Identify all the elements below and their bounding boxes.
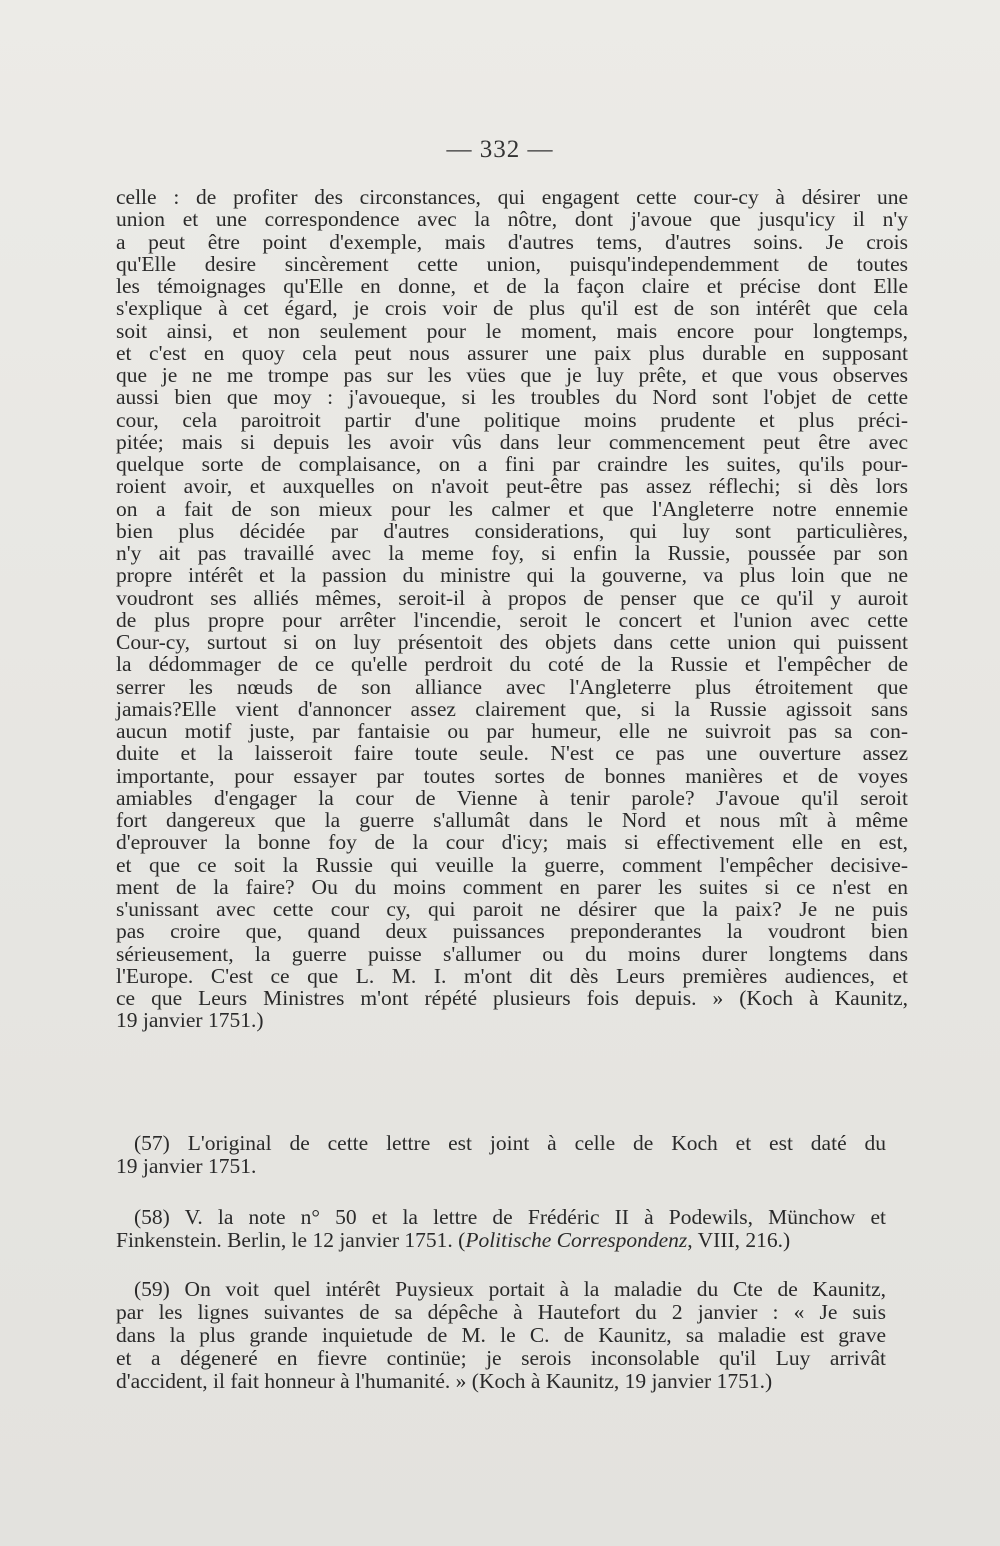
text-line: Cour-cy, surtout si on luy présentoit des objets dans cette union qui puissent	[116, 630, 908, 654]
footnote-58	[116, 1206, 886, 1252]
text-line: duite et la laisseroit faire toute seule. N'est ce pas une ouverture assez	[116, 741, 908, 766]
footnote-57-line: 19 janvier 1751.	[116, 1154, 257, 1178]
text-line: de plus propre pour arrêter l'incendie, seroit le concert et l'union avec cette	[116, 607, 908, 632]
text-line: s'explique à cet égard, je crois voir de plus qu'il est de son intérêt que cela	[116, 296, 908, 321]
page-number: — 332 —	[446, 136, 554, 163]
footnote-58-source-title: Politische Correspondenz	[465, 1228, 688, 1252]
footnote-57-line: (57) L'original de cette lettre est joint à celle de Koch et est daté du	[134, 1131, 886, 1155]
text-line: qu'Elle desire sincèrement cette union, puisqu'independemment de toutes	[116, 251, 908, 276]
text-line: roient avoir, et auxquelles on n'avoit peut-être pas assez réflechi; si dès lors	[116, 474, 908, 499]
text-line: 19 janvier 1751.)	[116, 1008, 264, 1033]
footnote-58-line	[116, 1229, 886, 1252]
main-text	[116, 186, 908, 1032]
text-line: soit ainsi, et non seulement pour le moment, mais encore pour longtemps,	[116, 318, 908, 343]
text-line: aucun motif juste, par fantaisie ou par humeur, elle ne suivroit pas sa con-	[116, 719, 908, 743]
text-line: jamais?Elle vient d'annoncer assez clairement que, si la Russie agissoit sans	[116, 696, 908, 721]
footnote-59-line: et a dégeneré en fievre continüe; je serois inconsolable qu'il Luy arrivât	[116, 1346, 886, 1370]
text-line: la dédommager de ce qu'elle perdroit du coté de la Russie et l'empêcher de	[116, 652, 908, 677]
text-line: fort dangereux que la guerre s'allumât dans le Nord et nous mît à même	[116, 808, 908, 832]
text-line: on a fait de son mieux pour les calmer et que l'Angleterre notre ennemie	[116, 496, 908, 521]
text-line: union et une correspondence avec la nôtre, dont j'avoue que jusqu'icy il n'y	[116, 207, 908, 232]
text-line: n'y ait pas travaillé avec la meme foy, si enfin la Russie, poussée par son	[116, 541, 908, 565]
text-line: d'eprouver la bonne foy de la cour d'icy; mais si effectivement elle en est,	[116, 830, 908, 855]
text-line: et c'est en quoy cela peut nous assurer une paix plus durable en supposant	[116, 340, 908, 365]
text-line: amiables d'engager la cour de Vienne à tenir parole? J'avoue qu'il seroit	[116, 785, 908, 810]
text-line: quelque sorte de complaisance, on a fini par craindre les suites, qu'ils pour-	[116, 452, 908, 476]
text-line: l'Europe. C'est ce que L. M. I. m'ont dit dès Leurs premières audiences, et	[116, 963, 908, 988]
footnote-59-line: d'accident, il fait honneur à l'humanité. » (Koch à Kaunitz, 19 janvier 1751.)	[116, 1369, 773, 1393]
footnote-58-line: (58) V. la note n° 50 et la lettre de Frédéric II à Podewils, Münchow et	[134, 1205, 886, 1229]
footnote-59-line: (59) On voit quel intérêt Puysieux portait à la maladie du Cte de Kaunitz,	[134, 1277, 886, 1301]
text-line: ment de la faire? Ou du moins comment en parer les suites si ce n'est en	[116, 874, 908, 899]
text-line: et que ce soit la Russie qui veuille la guerre, comment l'empêcher decisive-	[116, 852, 908, 877]
text-line: voudront ses alliés mêmes, seroit-il à propos de penser que ce qu'il y auroit	[116, 585, 908, 610]
footnote-58-text: , VIII, 216.)	[687, 1228, 791, 1252]
text-line: cour, cela paroitroit partir d'une politique moins prudente et plus préci-	[116, 407, 908, 432]
text-line: sérieusement, la guerre puisse s'allumer ou du moins durer longtems dans	[116, 941, 908, 966]
text-line: que je ne me trompe pas sur les vües que je luy prête, et que vous observes	[116, 363, 908, 387]
footnote-57	[116, 1132, 886, 1178]
footnote-59-line: dans la plus grande inquietude de M. le C. de Kaunitz, sa maladie est grave	[116, 1323, 886, 1347]
text-line: aussi bien que moy : j'avoueque, si les troubles du Nord sont l'objet de cette	[116, 385, 908, 410]
text-line: pitée; mais si depuis les avoir vûs dans leur commencement peut être avec	[116, 429, 908, 454]
text-line: les témoignages qu'Elle en donne, et de la façon claire et précise dont Elle	[116, 274, 908, 298]
footnote-59-line: par les lignes suivantes de sa dépêche à Hautefort du 2 janvier : « Je suis	[116, 1300, 886, 1324]
text-line: serrer les nœuds de son alliance avec l'Angleterre plus étroitement que	[116, 674, 908, 699]
text-line: ce que Leurs Ministres m'ont répété plusieurs fois depuis. » (Koch à Kaunitz,	[116, 986, 908, 1010]
text-line: a peut être point d'exemple, mais d'autres tems, d'autres soins. Je crois	[116, 229, 908, 254]
footnote-58-text: Finkenstein. Berlin, le 12 janvier 1751. (	[116, 1228, 466, 1252]
text-line: propre intérêt et la passion du ministre qui la gouverne, va plus loin que ne	[116, 563, 908, 588]
text-line: celle : de profiter des circonstances, qui engagent cette cour-cy à désirer une	[116, 185, 908, 209]
text-line: s'unissant avec cette cour cy, qui paroit ne désirer que la paix? Je ne puis	[116, 897, 908, 921]
text-line: bien plus décidée par d'autres considerations, qui luy sont particulières,	[116, 518, 908, 543]
text-line: pas croire que, quand deux puissances preponderantes la voudront bien	[116, 919, 908, 944]
footnote-59	[116, 1278, 886, 1393]
text-line: importante, pour essayer par toutes sortes de bonnes manières et de voyes	[116, 763, 908, 788]
